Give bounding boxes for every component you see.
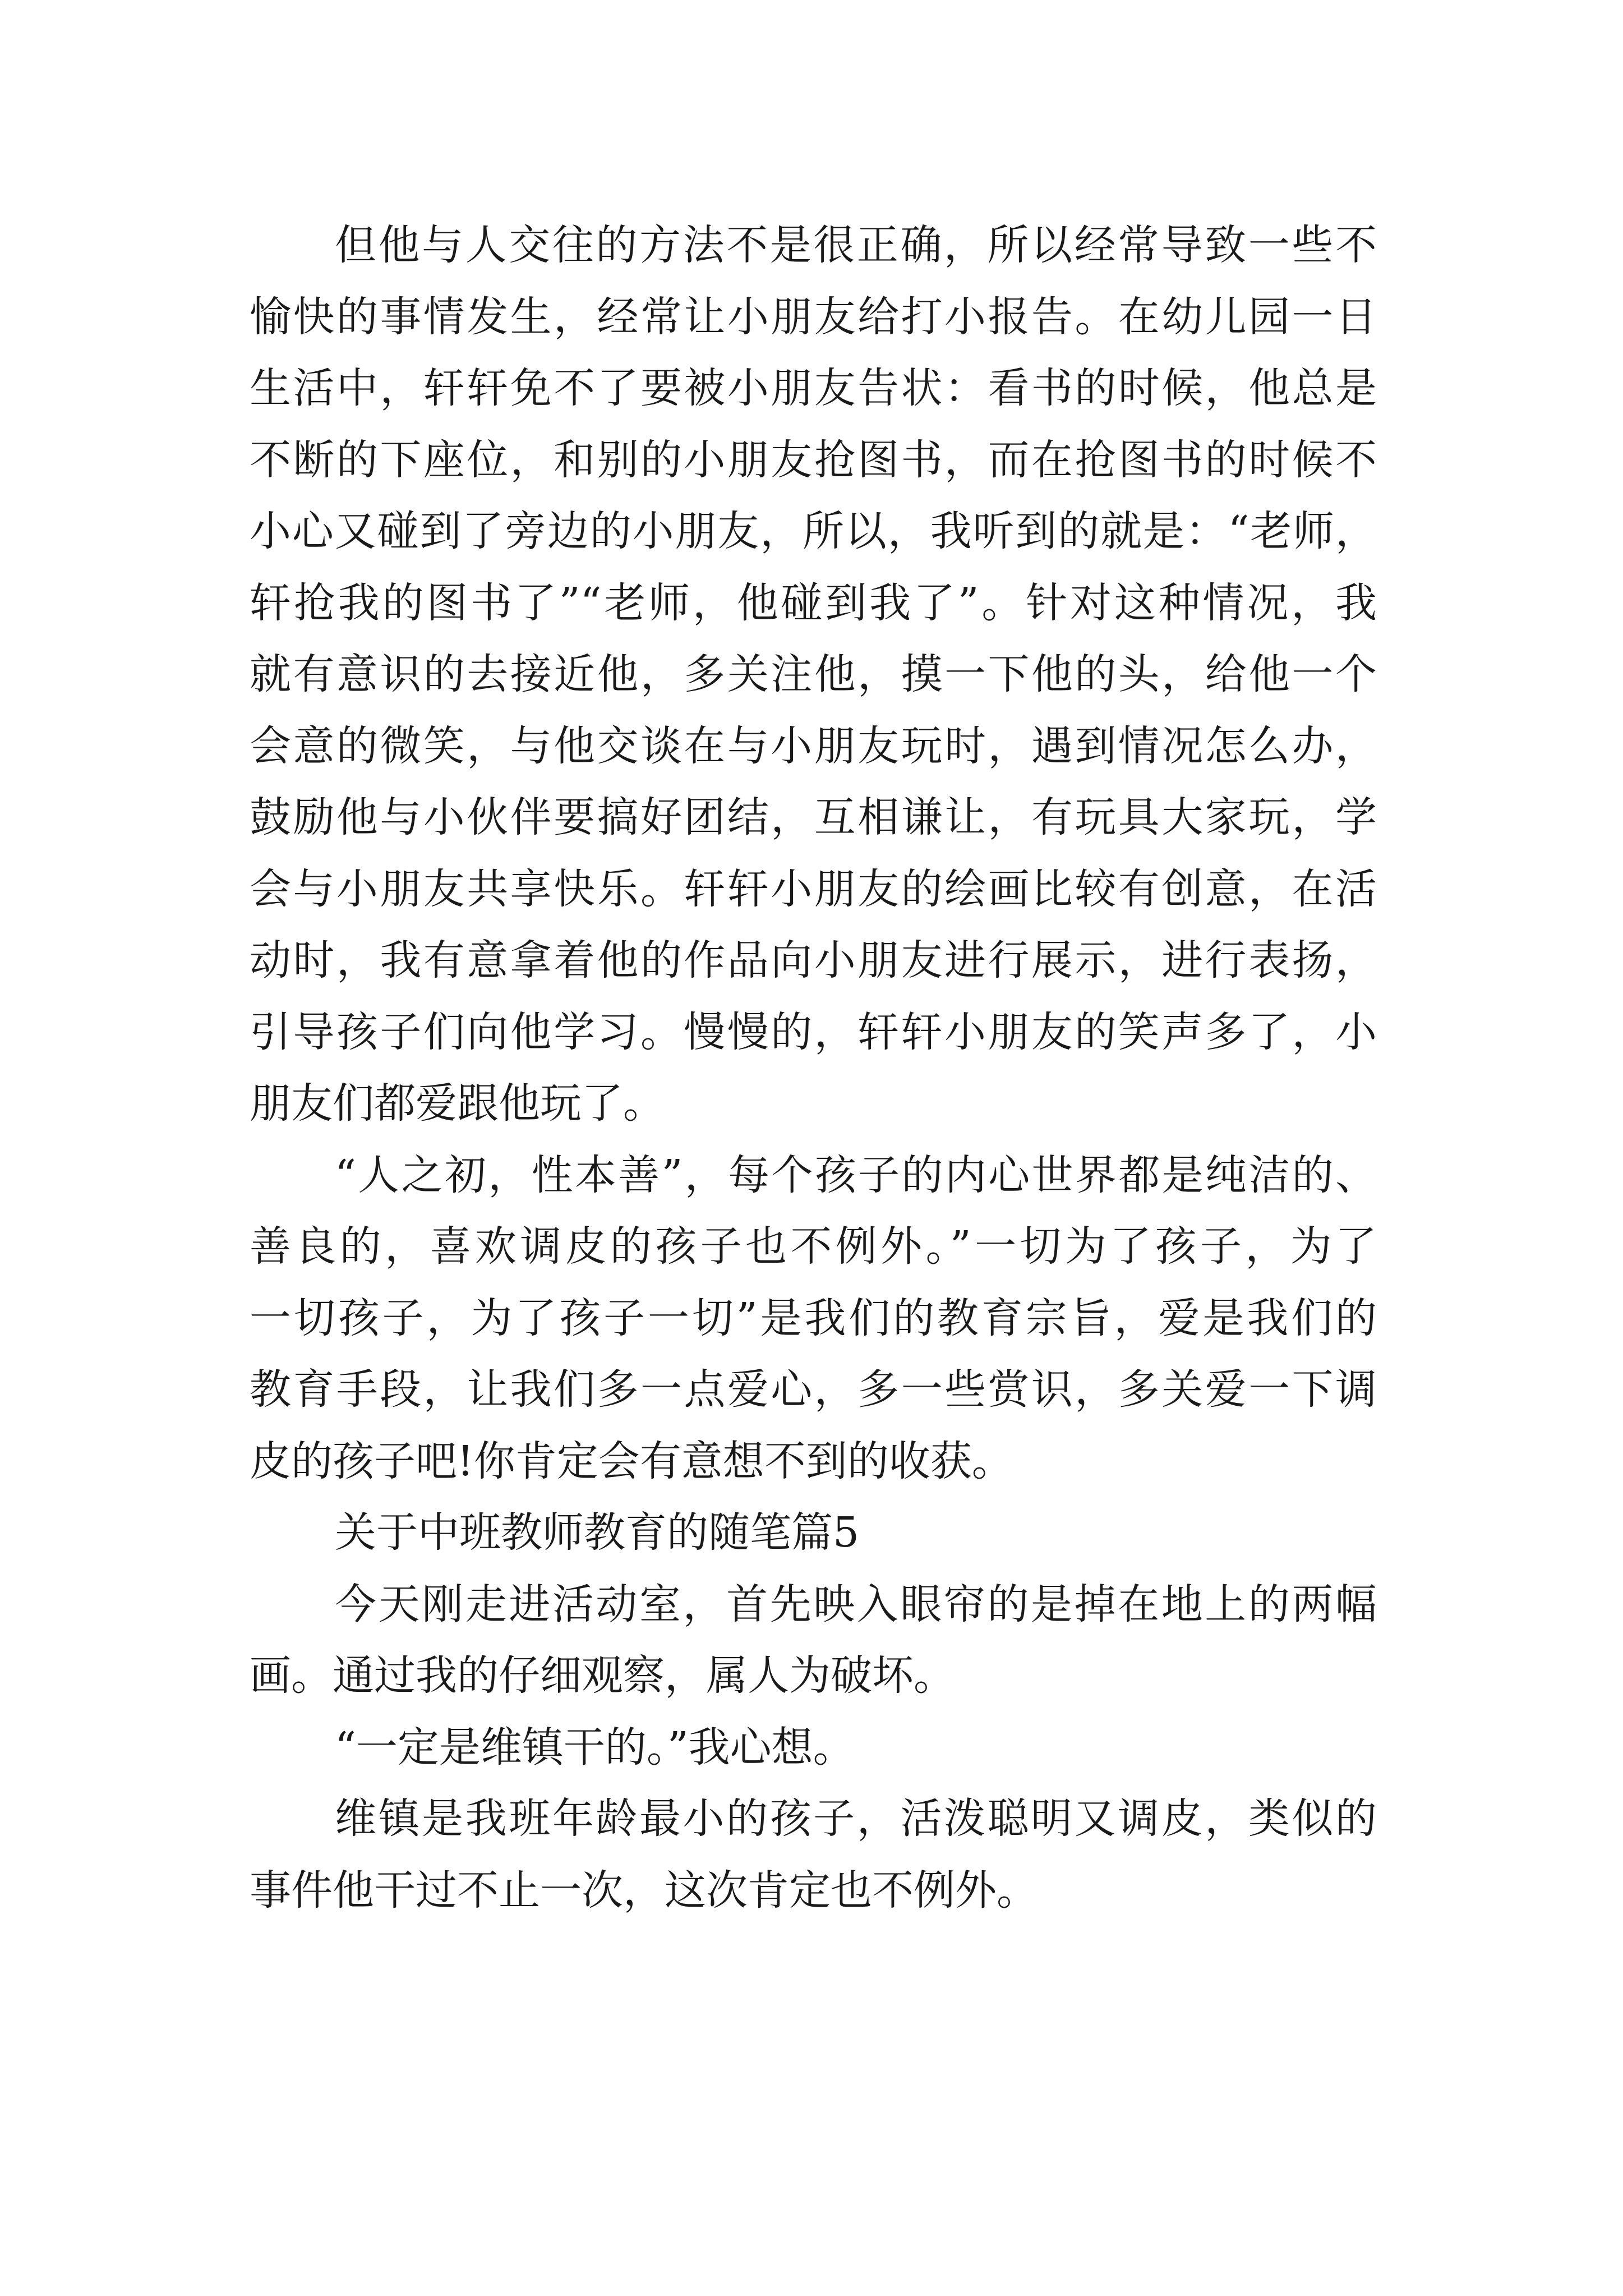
body-text: [250, 210, 1377, 1926]
text-line: “人之初，性本善”，每个孩子的内心世界都是纯洁的、: [335, 1151, 1377, 1199]
text-line: 动时，我有意拿着他的作品向小朋友进行展示，进行表扬，: [250, 936, 1377, 984]
text-line: 会意的微笑，与他交谈在与小朋友玩时，遇到情况怎么办，: [250, 721, 1377, 770]
text-line: 不断的下座位，和别的小朋友抢图书，而在抢图书的时候不: [250, 435, 1377, 484]
paragraph: [250, 1497, 1377, 1569]
text-line: 就有意识的去接近他，多关注他，摸一下他的头，给他一个: [250, 650, 1377, 698]
paragraph: [250, 1140, 1377, 1498]
text-line: 善良的，喜欢调皮的孩子也不例外。”一切为了孩子，为了: [250, 1222, 1377, 1271]
paragraph: [250, 1783, 1377, 1926]
text-line: 画。通过我的仔细观察，属人为破坏。: [250, 1651, 955, 1700]
paragraph: [250, 210, 1377, 1140]
text-line: 事件他干过不止一次，这次肯定也不例外。: [250, 1866, 1038, 1915]
text-line: 生活中，轩轩免不了要被小朋友告状：看书的时候，他总是: [250, 364, 1377, 412]
text-line: 关于中班教师教育的随笔篇5: [335, 1508, 860, 1557]
text-line: 皮的孩子吧!你肯定会有意想不到的收获。: [250, 1437, 1013, 1485]
text-line: 引导孩子们向他学习。慢慢的，轩轩小朋友的笑声多了，小: [250, 1007, 1377, 1056]
text-line: 小心又碰到了旁边的小朋友，所以，我听到的就是：“老师，: [250, 507, 1377, 555]
text-line: 朋友们都爱跟他玩了。: [250, 1079, 665, 1128]
paragraph: [250, 1712, 1377, 1784]
paragraph: [250, 1569, 1377, 1712]
text-line: 但他与人交往的方法不是很正确，所以经常导致一些不: [335, 221, 1377, 269]
text-line: 今天刚走进活动室，首先映入眼帘的是掉在地上的两幅: [335, 1580, 1377, 1628]
text-line: 维镇是我班年龄最小的孩子，活泼聪明又调皮，类似的: [335, 1795, 1377, 1843]
text-line: “一定是维镇干的。”我心想。: [335, 1723, 855, 1772]
text-line: 一切孩子，为了孩子一切”是我们的教育宗旨，爱是我们的: [250, 1294, 1377, 1342]
text-line: 轩抢我的图书了”“老师，他碰到我了”。针对这种情况，我: [250, 578, 1377, 627]
text-line: 教育手段，让我们多一点爱心，多一些赏识，多关爱一下调: [250, 1365, 1377, 1414]
text-line: 愉快的事情发生，经常让小朋友给打小报告。在幼儿园一日: [250, 292, 1377, 341]
text-line: 鼓励他与小伙伴要搞好团结，互相谦让，有玩具大家玩，学: [250, 793, 1377, 841]
text-line: 会与小朋友共享快乐。轩轩小朋友的绘画比较有创意，在活: [250, 864, 1377, 913]
